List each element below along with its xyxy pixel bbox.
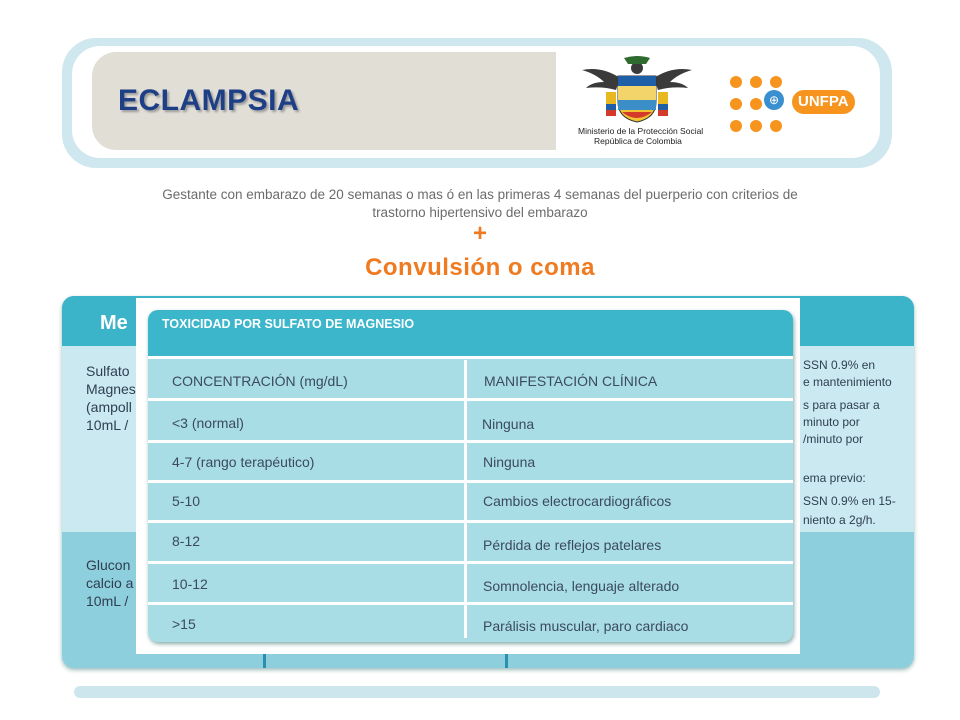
manifestation-cell: Pérdida de reflejos patelares bbox=[483, 537, 662, 553]
unfpa-logo: UNFPA bbox=[792, 90, 855, 114]
manifestation-cell: Ninguna bbox=[483, 454, 536, 470]
bg-cell-text: Magnes bbox=[86, 381, 136, 397]
bg-cell-text: 10mL / bbox=[86, 593, 129, 609]
row-separator bbox=[148, 440, 793, 443]
manifestation-cell: Parálisis muscular, paro cardiaco bbox=[483, 618, 689, 634]
concentration-cell: 10-12 bbox=[172, 576, 208, 592]
col-header-concentration: CONCENTRACIÓN (mg/dL) bbox=[172, 373, 348, 389]
row-separator bbox=[148, 561, 793, 564]
bg-cell-text: /minuto por bbox=[803, 432, 864, 446]
row-separator bbox=[148, 398, 793, 401]
toxicity-table-title: TOXICIDAD POR SULFATO DE MAGNESIO bbox=[162, 317, 415, 331]
bottom-bar bbox=[74, 686, 880, 698]
bg-cell-text: ema previo: bbox=[803, 471, 866, 485]
bg-cell-text: minuto por bbox=[803, 415, 860, 429]
bg-cell-text: e mantenimiento bbox=[803, 375, 892, 389]
manifestation-cell: Ninguna bbox=[482, 416, 535, 432]
concentration-cell: 8-12 bbox=[172, 533, 201, 549]
condition-heading: Convulsión o coma bbox=[365, 254, 595, 281]
bg-cell-text: s para pasar a bbox=[803, 398, 880, 412]
ministry-country: República de Colombia bbox=[594, 136, 682, 146]
row-separator bbox=[148, 356, 793, 359]
bg-cell-text: calcio a bbox=[86, 575, 134, 591]
bg-cell-text: SSN 0.9% en 15- bbox=[803, 494, 896, 508]
concentration-cell: 4-7 (rango terapéutico) bbox=[172, 454, 315, 470]
concentration-cell: 5-10 bbox=[172, 493, 201, 509]
bg-cell-text: Glucon bbox=[86, 557, 131, 573]
bg-cell-text: niento a 2g/h. bbox=[803, 513, 876, 527]
row-separator bbox=[148, 520, 793, 523]
row-separator bbox=[148, 480, 793, 483]
bg-cell-text: 10mL / bbox=[86, 417, 129, 433]
background-col-header: Me bbox=[100, 312, 128, 334]
un-emblem-icon: ⊕ bbox=[764, 90, 784, 110]
manifestation-cell: Cambios electrocardiográficos bbox=[483, 493, 672, 509]
intro-text bbox=[90, 186, 870, 222]
concentration-cell: >15 bbox=[172, 616, 196, 632]
concentration-cell: <3 (normal) bbox=[172, 415, 244, 431]
page-title: ECLAMPSIA bbox=[118, 84, 300, 117]
bg-cell-text: SSN 0.9% en bbox=[803, 358, 876, 372]
intro-line-1: Gestante con embarazo de 20 semanas o mas ó en las primeras 4 semanas del puerperio con criterios de bbox=[162, 187, 798, 202]
ministry-name: Ministerio de la Protección Social bbox=[578, 126, 704, 136]
row-separator bbox=[148, 602, 793, 605]
bg-cell-text: Sulfato bbox=[86, 363, 130, 379]
col-header-manifestation: MANIFESTACIÓN CLÍNICA bbox=[484, 373, 658, 389]
bg-cell-text: (ampoll bbox=[86, 399, 132, 415]
plus-sign: + bbox=[472, 220, 487, 247]
manifestation-cell: Somnolencia, lenguaje alterado bbox=[483, 578, 680, 594]
column-divider bbox=[464, 360, 467, 638]
toxicity-table bbox=[148, 310, 793, 642]
intro-line-2: trastorno hipertensivo del embarazo bbox=[372, 205, 588, 220]
